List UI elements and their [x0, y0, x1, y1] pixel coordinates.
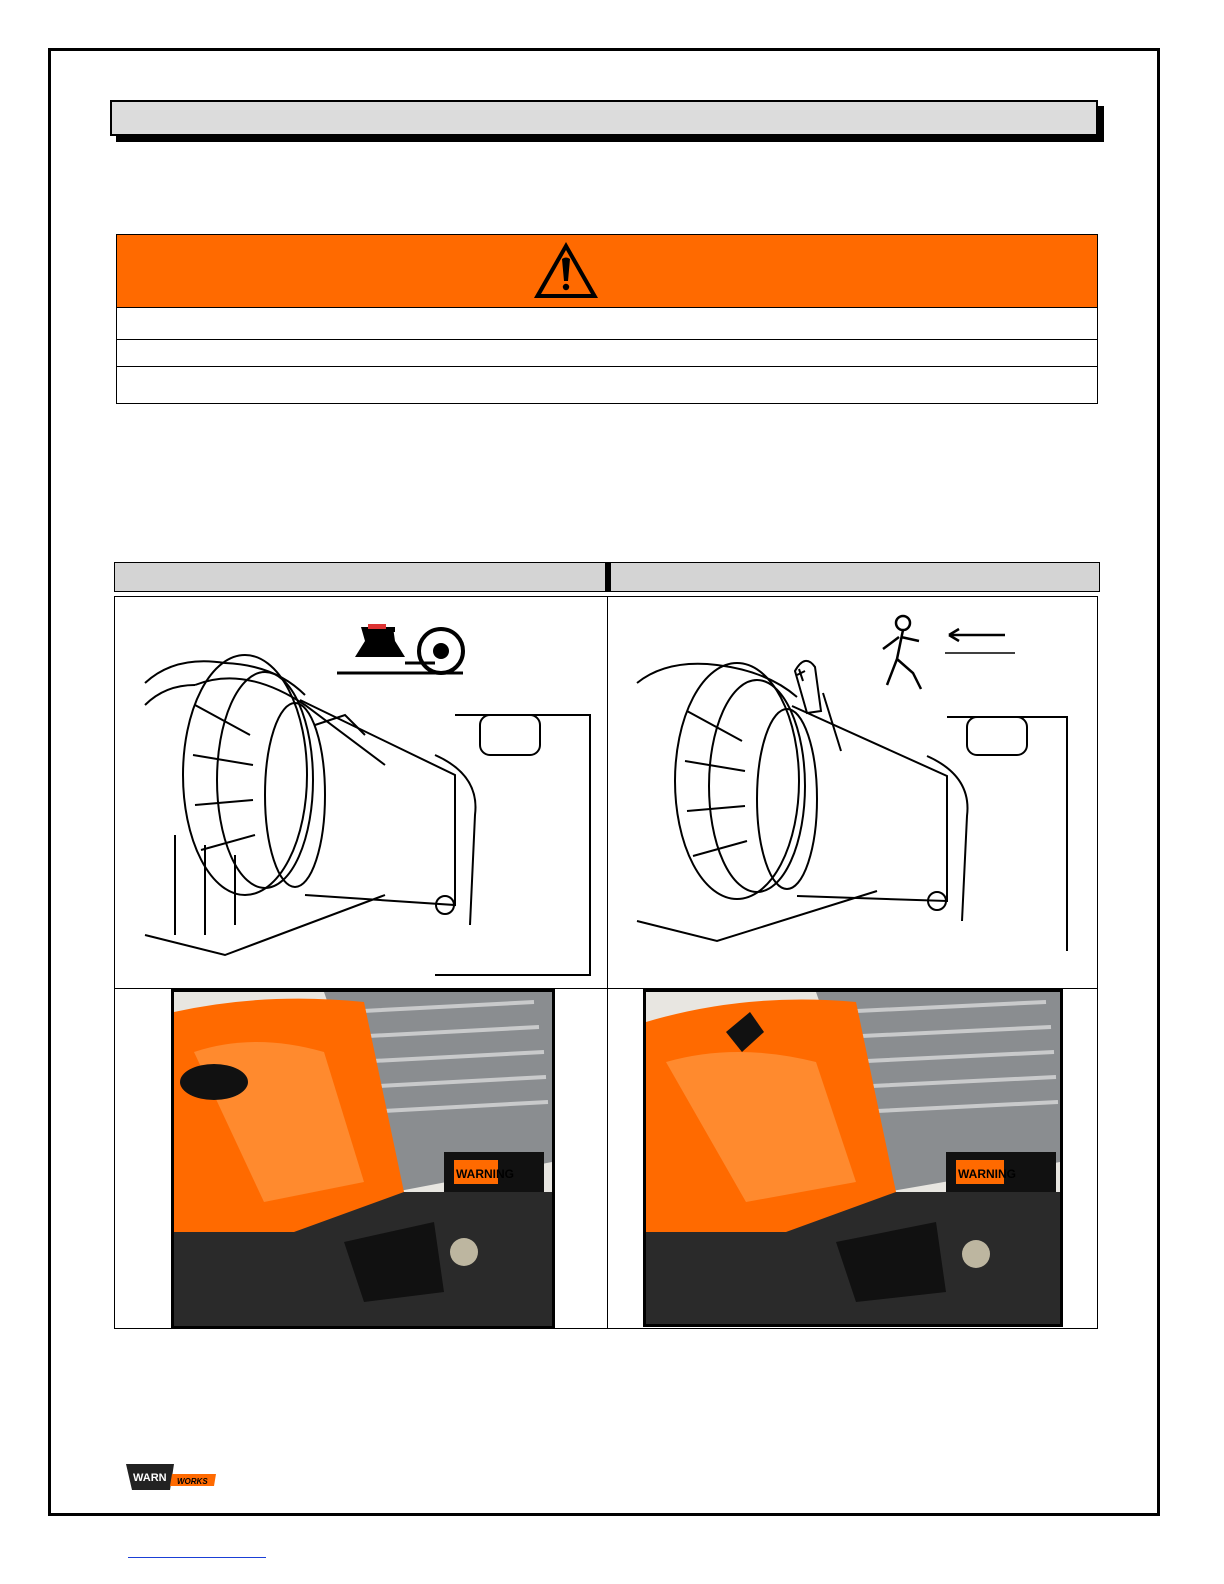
svg-text:WARN: WARN	[133, 1472, 167, 1484]
photo-warning-label: WARNING	[456, 1167, 514, 1181]
footer-link-underline[interactable]	[128, 1557, 266, 1558]
clutch-engaged-icon	[337, 624, 463, 673]
warning-banner	[117, 235, 1097, 308]
clutch-freespool-icon	[883, 616, 1015, 689]
warning-row	[117, 367, 1097, 403]
clutch-mode-table	[114, 562, 1100, 1329]
table-header-right	[610, 562, 1100, 592]
table-body	[114, 596, 1098, 1329]
warning-row	[117, 308, 1097, 340]
warning-row	[117, 340, 1097, 367]
winch-photo-freespool	[643, 989, 1063, 1327]
warning-triangle-icon	[532, 239, 600, 301]
svg-text:WORKS: WORKS	[177, 1477, 208, 1486]
warning-box	[116, 234, 1098, 404]
photo-warning-label: WARNING	[958, 1167, 1016, 1181]
table-header-left	[114, 562, 606, 592]
winch-drawing-freespool	[627, 601, 1087, 981]
winch-photo-engaged	[171, 989, 555, 1329]
warn-works-logo	[124, 1462, 218, 1492]
winch-drawing-engaged	[135, 605, 595, 985]
section-header-bar	[110, 100, 1098, 136]
